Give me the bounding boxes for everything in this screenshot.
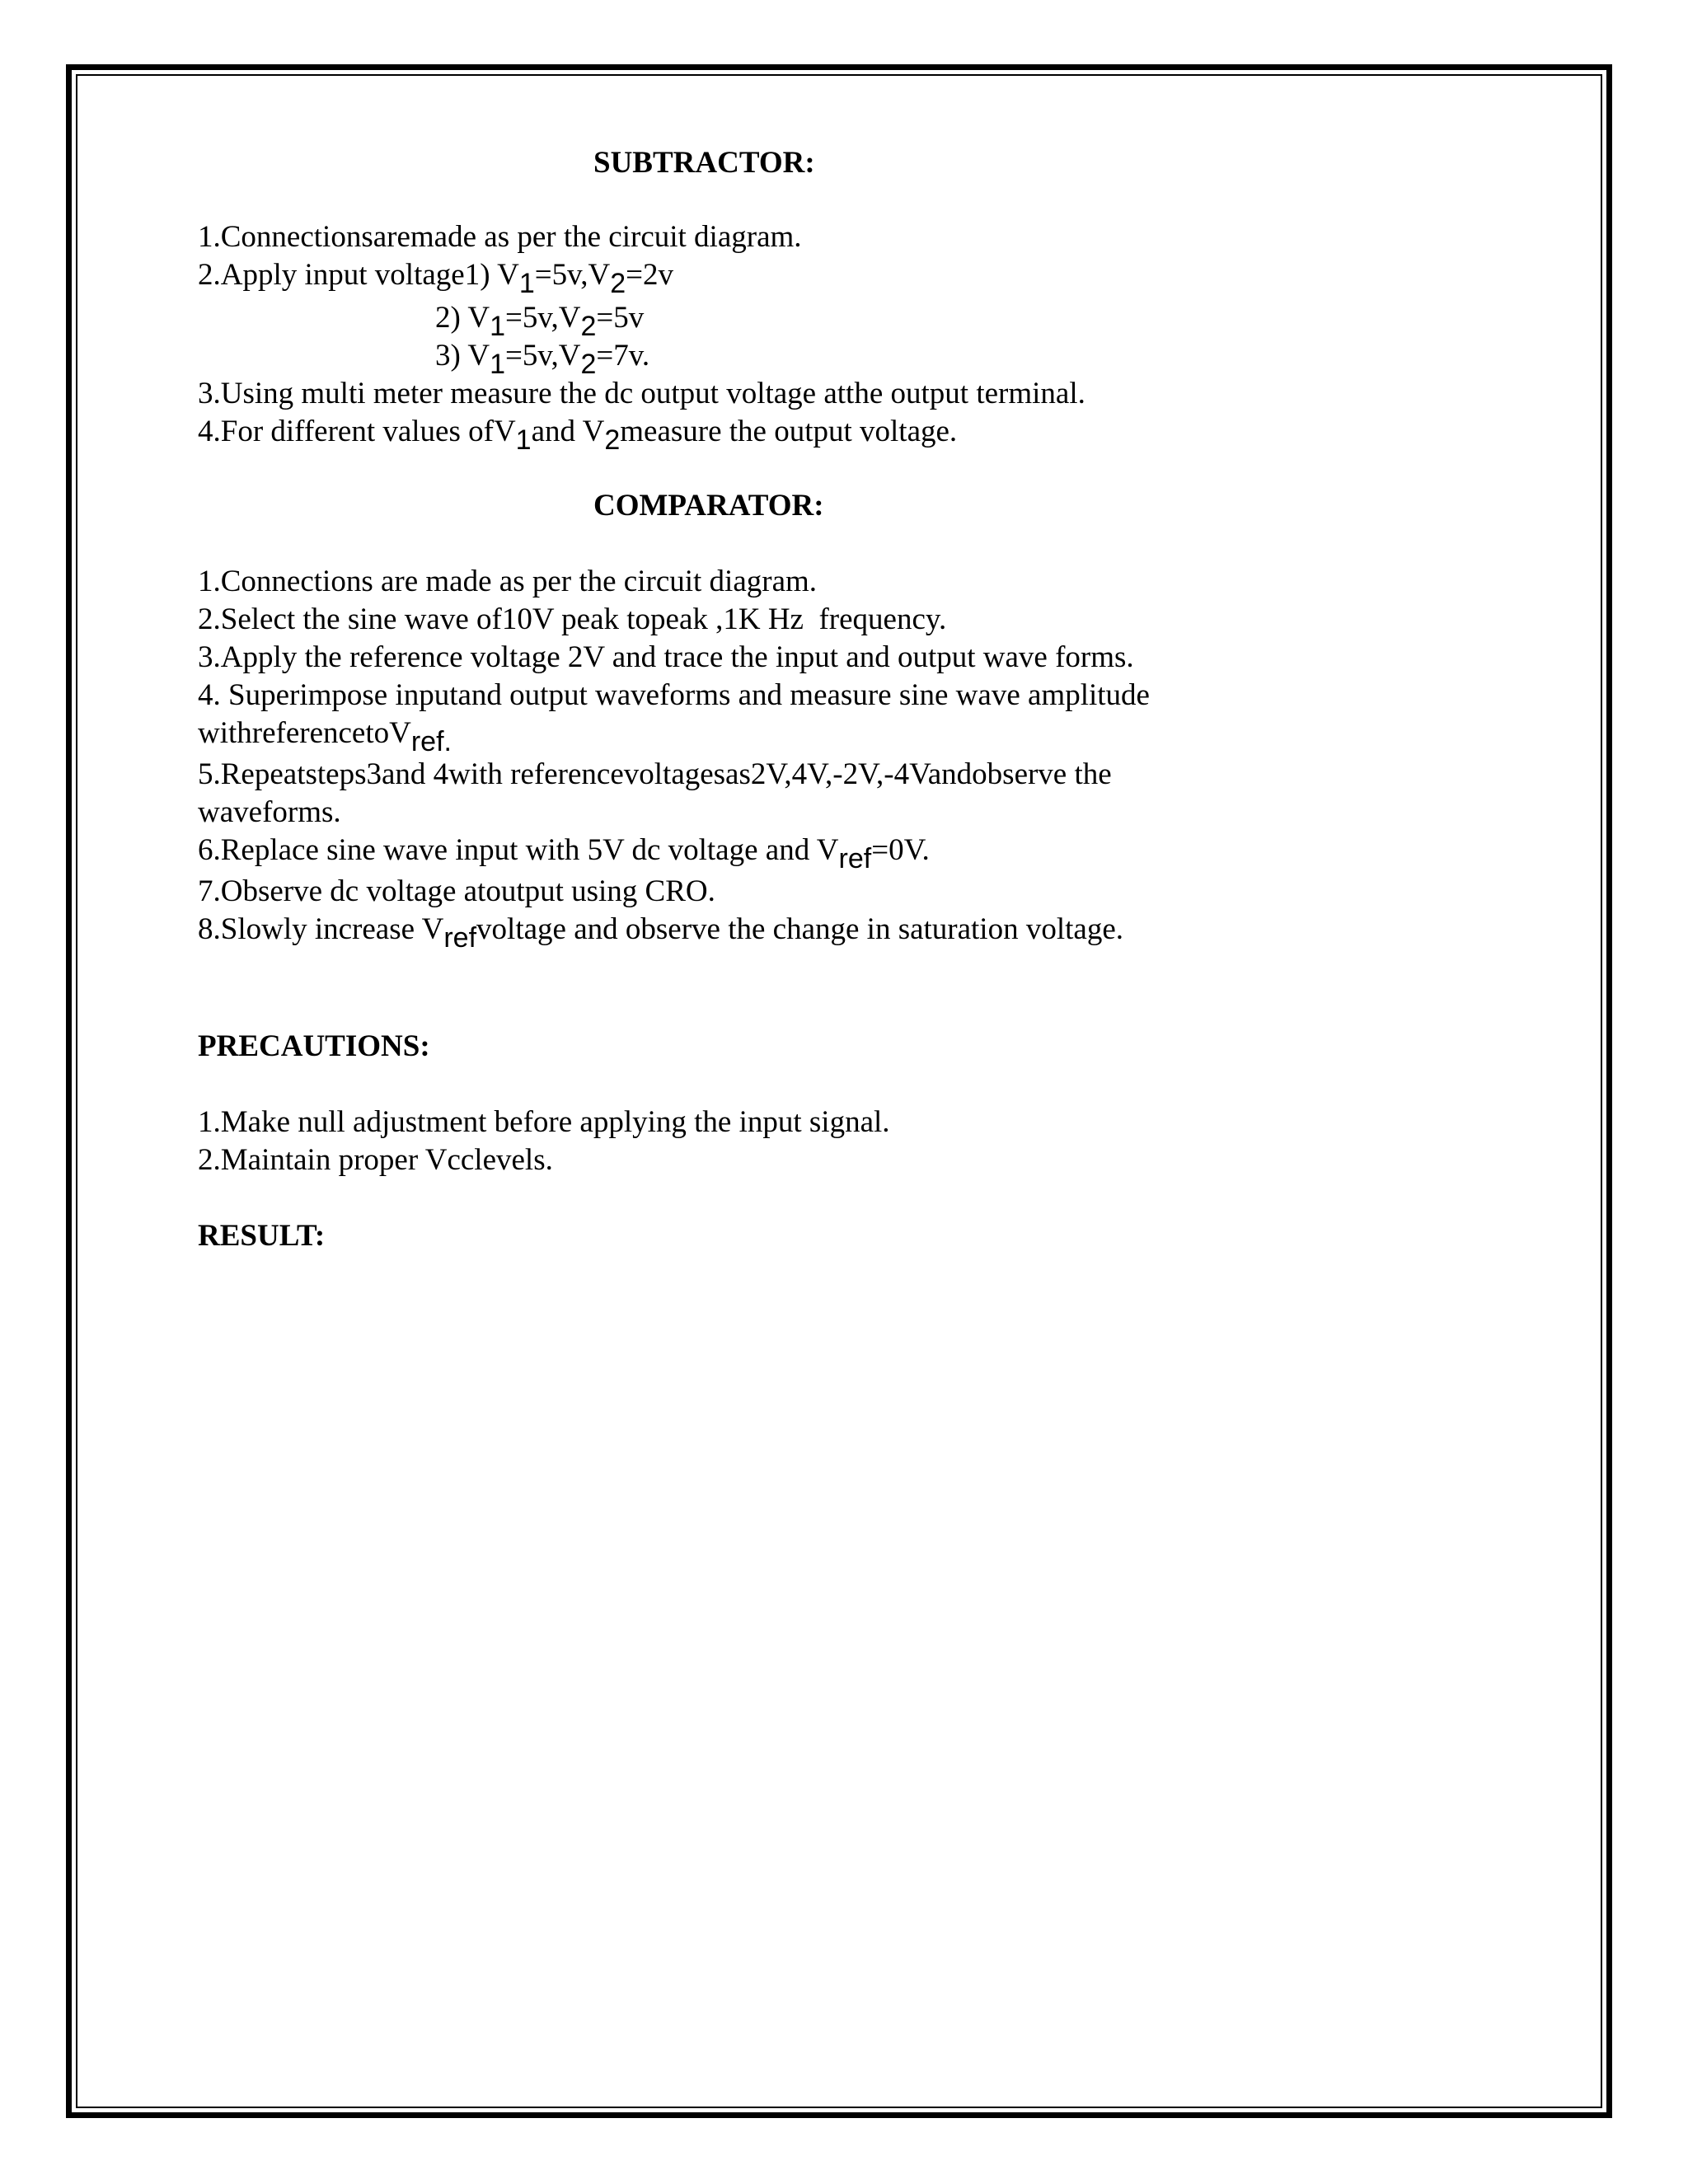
subtractor-step-2-option-3: 3) V1=5v,V2=7v. [435,339,650,380]
precaution-item-2: 2.Maintain proper Vcclevels. [198,1143,553,1177]
comparator-step-4-cont: withreferencetoVref. [198,716,452,757]
comparator-step-6: 6.Replace sine wave input with 5V dc voltage and Vref=0V. [198,833,930,874]
comparator-step-5-cont: waveforms. [198,795,341,829]
subtractor-step-1: 1.Connectionsaremade as per the circuit diagram. [198,220,802,254]
comparator-step-8: 8.Slowly increase Vrefvoltage and observe the change in saturation voltage. [198,912,1123,954]
comparator-step-3: 3.Apply the reference voltage 2V and trace the input and output wave forms. [198,640,1134,674]
subtractor-step-2-option-2: 2) V1=5v,V2=5v [435,301,645,342]
result-heading: RESULT: [198,1219,326,1253]
comparator-step-2: 2.Select the sine wave of10V peak topeak ,1K Hz frequency. [198,602,947,636]
subtractor-step-4: 4.For different values ofV1and V2measure the output voltage. [198,415,958,456]
comparator-step-5: 5.Repeatsteps3and 4with referencevoltagesas2V,4V,-2V,-4Vandobserve the [198,757,1112,791]
comparator-step-4: 4. Superimpose inputand output waveforms and measure sine wave amplitude [198,678,1150,712]
comparator-heading: COMPARATOR: [593,489,824,523]
precautions-heading: PRECAUTIONS: [198,1029,430,1063]
comparator-step-7: 7.Observe dc voltage atoutput using CRO. [198,874,715,908]
precaution-item-1: 1.Make null adjustment before applying the input signal. [198,1105,890,1139]
subtractor-step-2: 2.Apply input voltage1) V1=5v,V2=2v [198,258,673,299]
comparator-step-1: 1.Connections are made as per the circuit diagram. [198,565,818,598]
subtractor-step-3: 3.Using multi meter measure the dc output voltage atthe output terminal. [198,377,1085,410]
subtractor-heading: SUBTRACTOR: [593,146,815,180]
